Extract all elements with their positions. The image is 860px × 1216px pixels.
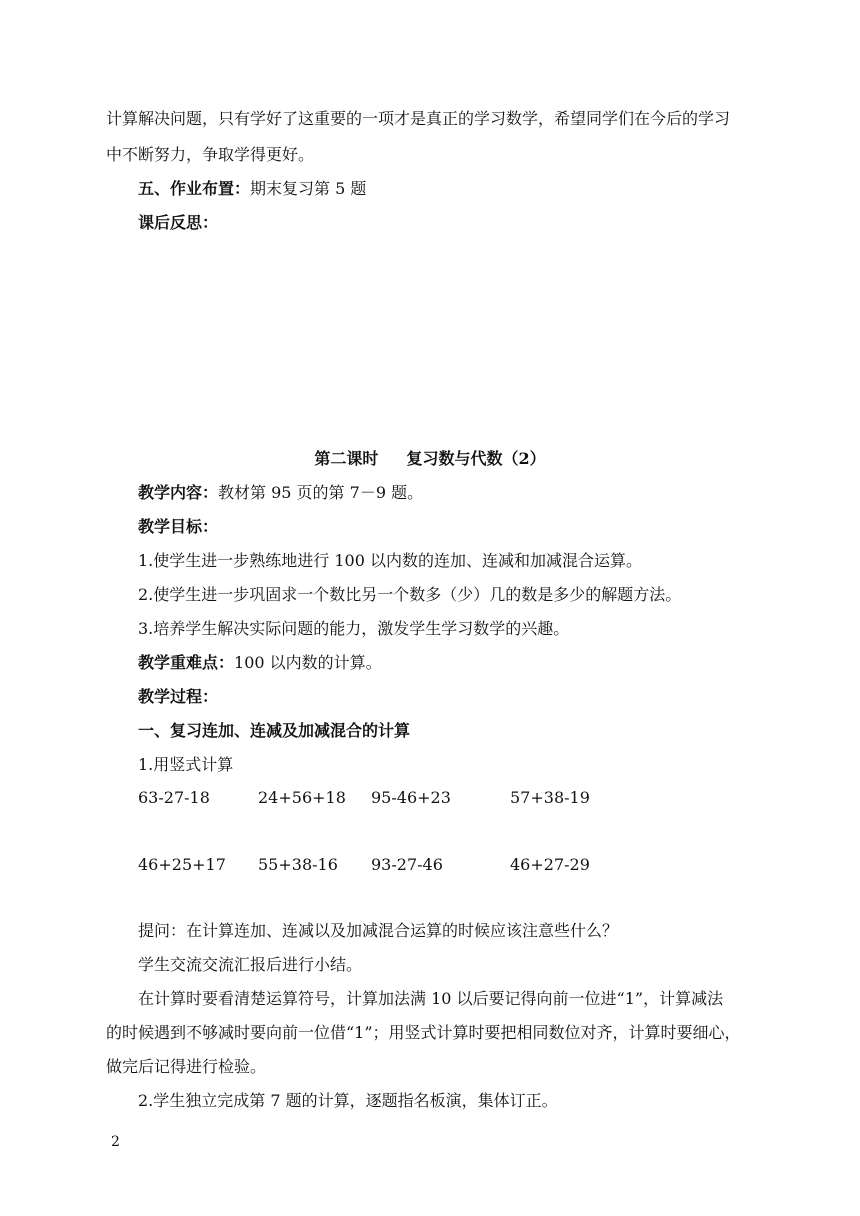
content-label: 教学内容： xyxy=(138,483,219,502)
section-heading: 一、复习连加、连减及加减混合的计算 xyxy=(138,721,411,740)
calc-expression: 46+27-29 xyxy=(510,855,590,874)
goal-item: 1.使学生进一步熟练地进行 100 以内数的连加、连减和加减混合运算。 xyxy=(138,551,642,570)
question-label: 提问： xyxy=(138,921,187,940)
content-text: 教材第 95 页的第 7－9 题。 xyxy=(218,483,424,502)
key-points-text: 100 以内数的计算。 xyxy=(234,653,382,672)
goals-label: 教学目标： xyxy=(138,517,219,536)
key-points-line xyxy=(138,653,382,673)
question-line xyxy=(138,921,618,941)
goal-item: 2.使学生进一步巩固求一个数比另一个数多（少）几的数是多少的解题方法。 xyxy=(138,585,682,604)
paragraph-line: 在计算时要看清楚运算符号，计算加法满 10 以后要记得向前一位进“1”，计算减法 xyxy=(138,989,724,1008)
lesson-title-topic: 复习数与代数（2） xyxy=(406,449,546,468)
exercise-item: 1.用竖式计算 xyxy=(138,755,234,774)
calc-expression: 63-27-18 xyxy=(138,788,210,807)
lesson-title xyxy=(0,449,860,469)
paragraph-line: 做完后记得进行检验。 xyxy=(106,1057,267,1076)
exercise-item: 2.学生独立完成第 7 题的计算，逐题指名板演，集体订正。 xyxy=(138,1091,558,1110)
paragraph-line: 计算解决问题，只有学好了这重要的一项才是真正的学习数学，希望同学们在今后的学习 xyxy=(106,109,731,128)
calc-expression: 93-27-46 xyxy=(371,855,443,874)
key-points-label: 教学重难点： xyxy=(138,653,235,672)
lesson-title-period: 第二课时 xyxy=(314,449,379,468)
paragraph-line: 中不断努力，争取学得更好。 xyxy=(106,145,315,164)
question-text: 在计算连加、连减以及加减混合运算的时候应该注意些什么？ xyxy=(186,921,619,940)
calc-expression: 55+38-16 xyxy=(258,855,338,874)
process-label: 教学过程： xyxy=(138,687,219,706)
paragraph-line: 的时候遇到不够减时要向前一位借“1”；用竖式计算时要把相同数位对齐，计算时要细心， xyxy=(106,1023,741,1042)
calc-expression: 57+38-19 xyxy=(510,788,590,807)
homework-text: 期末复习第 5 题 xyxy=(250,179,367,198)
calc-expression: 24+56+18 xyxy=(258,788,346,807)
calc-expression: 95-46+23 xyxy=(371,788,451,807)
homework-label: 五、作业布置： xyxy=(138,179,251,198)
homework-line xyxy=(138,179,366,199)
reflection-label: 课后反思： xyxy=(138,213,219,232)
summary-line: 学生交流交流汇报后进行小结。 xyxy=(138,955,363,974)
goal-item: 3.培养学生解决实际问题的能力，激发学生学习数学的兴趣。 xyxy=(138,619,570,638)
page-number: 2 xyxy=(111,1134,120,1150)
calc-expression: 46+25+17 xyxy=(138,855,226,874)
content-line xyxy=(138,483,423,503)
